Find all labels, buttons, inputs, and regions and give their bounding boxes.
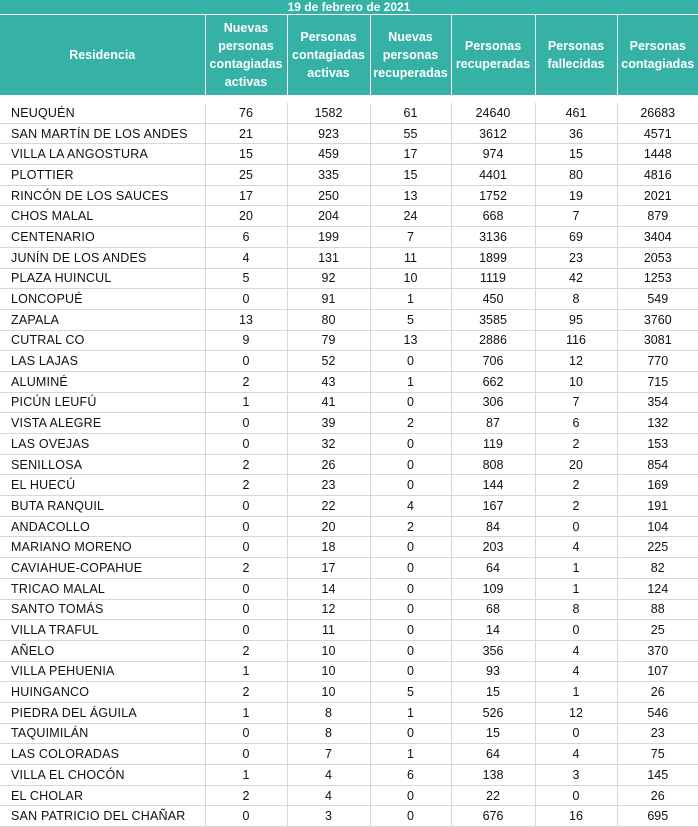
cell-nuevas-activas: 20 <box>205 206 287 227</box>
cell-contagiadas: 2053 <box>617 247 698 268</box>
cell-fallecidas: 2 <box>535 496 617 517</box>
cell-activas: 39 <box>287 413 370 434</box>
cell-contagiadas: 75 <box>617 744 698 765</box>
cell-residencia: NEUQUÉN <box>0 103 205 123</box>
cell-nuevas-recuperadas: 0 <box>370 392 451 413</box>
cell-residencia: HUINGANCO <box>0 682 205 703</box>
cell-nuevas-activas: 9 <box>205 330 287 351</box>
cell-contagiadas: 82 <box>617 558 698 579</box>
cell-recuperadas: 1119 <box>451 268 535 289</box>
cell-nuevas-recuperadas: 7 <box>370 227 451 248</box>
cell-contagiadas: 3081 <box>617 330 698 351</box>
table-row <box>0 640 698 661</box>
cell-recuperadas: 356 <box>451 640 535 661</box>
cell-nuevas-activas: 0 <box>205 537 287 558</box>
cell-fallecidas: 0 <box>535 785 617 806</box>
table-row <box>0 309 698 330</box>
cell-nuevas-recuperadas: 2 <box>370 413 451 434</box>
cell-contagiadas: 3404 <box>617 227 698 248</box>
cell-contagiadas: 4816 <box>617 165 698 186</box>
cell-residencia: RINCÓN DE LOS SAUCES <box>0 185 205 206</box>
cell-residencia: VILLA LA ANGOSTURA <box>0 144 205 165</box>
cell-activas: 11 <box>287 620 370 641</box>
cell-contagiadas: 770 <box>617 351 698 372</box>
cell-nuevas-recuperadas: 1 <box>370 371 451 392</box>
table-row <box>0 144 698 165</box>
cell-nuevas-recuperadas: 0 <box>370 434 451 455</box>
cell-activas: 8 <box>287 723 370 744</box>
report-date: 19 de febrero de 2021 <box>0 0 698 15</box>
cell-activas: 10 <box>287 640 370 661</box>
cell-recuperadas: 84 <box>451 516 535 537</box>
cell-nuevas-activas: 17 <box>205 185 287 206</box>
cell-fallecidas: 15 <box>535 144 617 165</box>
table-row <box>0 227 698 248</box>
cell-fallecidas: 16 <box>535 806 617 827</box>
table-row <box>0 392 698 413</box>
cell-fallecidas: 0 <box>535 516 617 537</box>
cell-recuperadas: 4401 <box>451 165 535 186</box>
cell-nuevas-recuperadas: 4 <box>370 496 451 517</box>
table-row <box>0 103 698 123</box>
cell-activas: 335 <box>287 165 370 186</box>
table-row <box>0 806 698 827</box>
cell-recuperadas: 450 <box>451 289 535 310</box>
cell-contagiadas: 23 <box>617 723 698 744</box>
cell-contagiadas: 546 <box>617 702 698 723</box>
cell-residencia: TAQUIMILÁN <box>0 723 205 744</box>
cell-residencia: VISTA ALEGRE <box>0 413 205 434</box>
cell-activas: 22 <box>287 496 370 517</box>
cell-residencia: SENILLOSA <box>0 454 205 475</box>
cell-nuevas-recuperadas: 5 <box>370 309 451 330</box>
cell-fallecidas: 4 <box>535 537 617 558</box>
cell-fallecidas: 1 <box>535 558 617 579</box>
table-row <box>0 723 698 744</box>
cell-recuperadas: 3612 <box>451 123 535 144</box>
cell-nuevas-recuperadas: 1 <box>370 702 451 723</box>
cell-recuperadas: 974 <box>451 144 535 165</box>
cell-activas: 10 <box>287 682 370 703</box>
table-row <box>0 247 698 268</box>
cell-activas: 52 <box>287 351 370 372</box>
cell-residencia: SAN MARTÍN DE LOS ANDES <box>0 123 205 144</box>
cell-fallecidas: 116 <box>535 330 617 351</box>
cell-activas: 80 <box>287 309 370 330</box>
cell-residencia: LONCOPUÉ <box>0 289 205 310</box>
table-row <box>0 185 698 206</box>
cell-nuevas-activas: 76 <box>205 103 287 123</box>
cell-nuevas-recuperadas: 1 <box>370 289 451 310</box>
cell-residencia: EL HUECÚ <box>0 475 205 496</box>
table-row <box>0 206 698 227</box>
cell-nuevas-recuperadas: 0 <box>370 620 451 641</box>
cell-nuevas-recuperadas: 10 <box>370 268 451 289</box>
cell-fallecidas: 69 <box>535 227 617 248</box>
cell-nuevas-activas: 0 <box>205 413 287 434</box>
cell-recuperadas: 306 <box>451 392 535 413</box>
table-row <box>0 765 698 786</box>
cell-nuevas-activas: 0 <box>205 351 287 372</box>
table-row <box>0 330 698 351</box>
cell-contagiadas: 26 <box>617 785 698 806</box>
cell-recuperadas: 3585 <box>451 309 535 330</box>
cell-nuevas-activas: 2 <box>205 454 287 475</box>
cell-residencia: TRICAO MALAL <box>0 578 205 599</box>
cell-fallecidas: 95 <box>535 309 617 330</box>
cell-nuevas-activas: 2 <box>205 785 287 806</box>
cell-residencia: PLAZA HUINCUL <box>0 268 205 289</box>
cases-table <box>0 15 698 827</box>
cell-nuevas-activas: 1 <box>205 765 287 786</box>
cell-contagiadas: 107 <box>617 661 698 682</box>
cell-contagiadas: 26683 <box>617 103 698 123</box>
cell-nuevas-activas: 2 <box>205 475 287 496</box>
cell-nuevas-recuperadas: 15 <box>370 165 451 186</box>
cell-residencia: ALUMINÉ <box>0 371 205 392</box>
cell-contagiadas: 26 <box>617 682 698 703</box>
table-row <box>0 578 698 599</box>
cell-nuevas-activas: 1 <box>205 702 287 723</box>
cell-activas: 92 <box>287 268 370 289</box>
cell-nuevas-recuperadas: 55 <box>370 123 451 144</box>
cell-contagiadas: 854 <box>617 454 698 475</box>
cell-recuperadas: 2886 <box>451 330 535 351</box>
cell-residencia: LAS LAJAS <box>0 351 205 372</box>
cell-recuperadas: 668 <box>451 206 535 227</box>
table-row <box>0 434 698 455</box>
cell-activas: 41 <box>287 392 370 413</box>
cell-nuevas-activas: 21 <box>205 123 287 144</box>
cell-contagiadas: 354 <box>617 392 698 413</box>
cell-contagiadas: 879 <box>617 206 698 227</box>
cell-activas: 250 <box>287 185 370 206</box>
cell-activas: 459 <box>287 144 370 165</box>
cell-nuevas-activas: 2 <box>205 640 287 661</box>
cell-recuperadas: 87 <box>451 413 535 434</box>
cell-fallecidas: 42 <box>535 268 617 289</box>
cell-fallecidas: 4 <box>535 661 617 682</box>
cell-recuperadas: 1752 <box>451 185 535 206</box>
table-row <box>0 620 698 641</box>
cell-residencia: CAVIAHUE-COPAHUE <box>0 558 205 579</box>
cell-nuevas-recuperadas: 0 <box>370 454 451 475</box>
cell-fallecidas: 12 <box>535 351 617 372</box>
table-row <box>0 558 698 579</box>
cell-nuevas-recuperadas: 13 <box>370 330 451 351</box>
cell-fallecidas: 0 <box>535 620 617 641</box>
cell-fallecidas: 80 <box>535 165 617 186</box>
cell-nuevas-recuperadas: 6 <box>370 765 451 786</box>
cell-nuevas-recuperadas: 0 <box>370 351 451 372</box>
cell-nuevas-recuperadas: 1 <box>370 744 451 765</box>
cell-activas: 26 <box>287 454 370 475</box>
cell-activas: 8 <box>287 702 370 723</box>
cell-nuevas-activas: 0 <box>205 434 287 455</box>
cell-nuevas-recuperadas: 2 <box>370 516 451 537</box>
cell-nuevas-recuperadas: 0 <box>370 475 451 496</box>
table-row <box>0 475 698 496</box>
cell-nuevas-recuperadas: 13 <box>370 185 451 206</box>
cell-fallecidas: 0 <box>535 723 617 744</box>
cell-residencia: CUTRAL CO <box>0 330 205 351</box>
cell-nuevas-recuperadas: 0 <box>370 785 451 806</box>
cell-residencia: AÑELO <box>0 640 205 661</box>
cell-nuevas-activas: 2 <box>205 558 287 579</box>
cell-recuperadas: 3136 <box>451 227 535 248</box>
cell-recuperadas: 119 <box>451 434 535 455</box>
cell-nuevas-activas: 0 <box>205 496 287 517</box>
cell-nuevas-activas: 1 <box>205 392 287 413</box>
cell-activas: 32 <box>287 434 370 455</box>
cell-nuevas-activas: 13 <box>205 309 287 330</box>
table-row <box>0 123 698 144</box>
table-row <box>0 702 698 723</box>
cell-nuevas-recuperadas: 0 <box>370 806 451 827</box>
cell-activas: 12 <box>287 599 370 620</box>
cell-contagiadas: 191 <box>617 496 698 517</box>
table-row <box>0 785 698 806</box>
table-row <box>0 268 698 289</box>
cell-contagiadas: 1253 <box>617 268 698 289</box>
cell-nuevas-activas: 4 <box>205 247 287 268</box>
table-row <box>0 289 698 310</box>
cell-nuevas-activas: 1 <box>205 661 287 682</box>
table-row <box>0 516 698 537</box>
cell-recuperadas: 15 <box>451 723 535 744</box>
cell-recuperadas: 144 <box>451 475 535 496</box>
cell-residencia: JUNÍN DE LOS ANDES <box>0 247 205 268</box>
table-row <box>0 371 698 392</box>
cell-nuevas-recuperadas: 0 <box>370 578 451 599</box>
cell-recuperadas: 808 <box>451 454 535 475</box>
cell-nuevas-activas: 0 <box>205 723 287 744</box>
header-fallecidas: Personas fallecidas <box>535 15 617 95</box>
cell-residencia: ANDACOLLO <box>0 516 205 537</box>
cell-activas: 131 <box>287 247 370 268</box>
cell-nuevas-recuperadas: 24 <box>370 206 451 227</box>
cell-contagiadas: 715 <box>617 371 698 392</box>
cell-contagiadas: 124 <box>617 578 698 599</box>
cell-nuevas-activas: 0 <box>205 289 287 310</box>
cell-fallecidas: 6 <box>535 413 617 434</box>
cell-recuperadas: 526 <box>451 702 535 723</box>
cell-fallecidas: 8 <box>535 599 617 620</box>
header-nuevas-contagiadas-activas: Nuevas personas contagiadas activas <box>205 15 287 95</box>
header-recuperadas: Personas recuperadas <box>451 15 535 95</box>
cell-residencia: PICÚN LEUFÚ <box>0 392 205 413</box>
cell-contagiadas: 370 <box>617 640 698 661</box>
header-contagiadas: Personas contagiadas <box>617 15 698 95</box>
cell-fallecidas: 1 <box>535 578 617 599</box>
cell-fallecidas: 7 <box>535 392 617 413</box>
cell-recuperadas: 662 <box>451 371 535 392</box>
cell-recuperadas: 706 <box>451 351 535 372</box>
table-row <box>0 744 698 765</box>
cell-nuevas-activas: 0 <box>205 578 287 599</box>
cell-activas: 23 <box>287 475 370 496</box>
cell-residencia: MARIANO MORENO <box>0 537 205 558</box>
table-row <box>0 599 698 620</box>
cell-fallecidas: 12 <box>535 702 617 723</box>
cell-contagiadas: 695 <box>617 806 698 827</box>
cell-residencia: VILLA TRAFUL <box>0 620 205 641</box>
cell-nuevas-recuperadas: 17 <box>370 144 451 165</box>
cell-contagiadas: 104 <box>617 516 698 537</box>
cell-nuevas-activas: 15 <box>205 144 287 165</box>
cell-contagiadas: 1448 <box>617 144 698 165</box>
cell-residencia: PLOTTIER <box>0 165 205 186</box>
cell-nuevas-activas: 25 <box>205 165 287 186</box>
cell-recuperadas: 64 <box>451 558 535 579</box>
cell-fallecidas: 7 <box>535 206 617 227</box>
cell-nuevas-recuperadas: 0 <box>370 558 451 579</box>
cell-activas: 1582 <box>287 103 370 123</box>
cell-nuevas-recuperadas: 0 <box>370 723 451 744</box>
cell-recuperadas: 15 <box>451 682 535 703</box>
cell-recuperadas: 24640 <box>451 103 535 123</box>
cell-nuevas-recuperadas: 0 <box>370 640 451 661</box>
cell-recuperadas: 138 <box>451 765 535 786</box>
cell-activas: 7 <box>287 744 370 765</box>
cell-recuperadas: 1899 <box>451 247 535 268</box>
cell-fallecidas: 20 <box>535 454 617 475</box>
header-residencia: Residencia <box>0 15 205 95</box>
cell-nuevas-recuperadas: 61 <box>370 103 451 123</box>
cell-activas: 204 <box>287 206 370 227</box>
cell-fallecidas: 36 <box>535 123 617 144</box>
cell-recuperadas: 68 <box>451 599 535 620</box>
table-row <box>0 351 698 372</box>
cell-residencia: ZAPALA <box>0 309 205 330</box>
cell-contagiadas: 3760 <box>617 309 698 330</box>
cell-nuevas-activas: 6 <box>205 227 287 248</box>
table-row <box>0 537 698 558</box>
cell-residencia: CENTENARIO <box>0 227 205 248</box>
cell-fallecidas: 2 <box>535 475 617 496</box>
cell-fallecidas: 8 <box>535 289 617 310</box>
cell-residencia: VILLA PEHUENIA <box>0 661 205 682</box>
cell-residencia: BUTA RANQUIL <box>0 496 205 517</box>
cell-activas: 923 <box>287 123 370 144</box>
header-spacer <box>0 95 698 103</box>
cell-fallecidas: 461 <box>535 103 617 123</box>
cell-contagiadas: 225 <box>617 537 698 558</box>
cell-contagiadas: 549 <box>617 289 698 310</box>
table-header <box>0 15 698 95</box>
cell-residencia: SANTO TOMÁS <box>0 599 205 620</box>
header-contagiadas-activas: Personas contagiadas activas <box>287 15 370 95</box>
cell-nuevas-activas: 0 <box>205 744 287 765</box>
cell-contagiadas: 153 <box>617 434 698 455</box>
cell-fallecidas: 3 <box>535 765 617 786</box>
cell-residencia: VILLA EL CHOCÓN <box>0 765 205 786</box>
cell-fallecidas: 23 <box>535 247 617 268</box>
cell-contagiadas: 145 <box>617 765 698 786</box>
cell-nuevas-activas: 0 <box>205 620 287 641</box>
cell-contagiadas: 2021 <box>617 185 698 206</box>
cell-activas: 17 <box>287 558 370 579</box>
cell-activas: 3 <box>287 806 370 827</box>
cell-contagiadas: 88 <box>617 599 698 620</box>
cell-fallecidas: 10 <box>535 371 617 392</box>
cell-recuperadas: 676 <box>451 806 535 827</box>
cell-recuperadas: 167 <box>451 496 535 517</box>
cell-nuevas-activas: 0 <box>205 516 287 537</box>
table-row <box>0 682 698 703</box>
cell-recuperadas: 93 <box>451 661 535 682</box>
cell-recuperadas: 22 <box>451 785 535 806</box>
cell-activas: 4 <box>287 765 370 786</box>
cell-residencia: PIEDRA DEL ÁGUILA <box>0 702 205 723</box>
cell-activas: 4 <box>287 785 370 806</box>
cell-residencia: EL CHOLAR <box>0 785 205 806</box>
cell-contagiadas: 25 <box>617 620 698 641</box>
cell-residencia: CHOS MALAL <box>0 206 205 227</box>
table-row <box>0 165 698 186</box>
cell-recuperadas: 64 <box>451 744 535 765</box>
cell-fallecidas: 1 <box>535 682 617 703</box>
cell-residencia: SAN PATRICIO DEL CHAÑAR <box>0 806 205 827</box>
table-row <box>0 496 698 517</box>
cell-fallecidas: 4 <box>535 744 617 765</box>
table-body <box>0 95 698 827</box>
cell-activas: 79 <box>287 330 370 351</box>
cell-residencia: LAS OVEJAS <box>0 434 205 455</box>
cell-fallecidas: 19 <box>535 185 617 206</box>
table-row <box>0 413 698 434</box>
cell-nuevas-recuperadas: 0 <box>370 599 451 620</box>
cell-nuevas-activas: 0 <box>205 806 287 827</box>
cell-activas: 10 <box>287 661 370 682</box>
cell-nuevas-activas: 2 <box>205 371 287 392</box>
cell-fallecidas: 4 <box>535 640 617 661</box>
table-row <box>0 454 698 475</box>
header-nuevas-recuperadas: Nuevas personas recuperadas <box>370 15 451 95</box>
cell-nuevas-activas: 0 <box>205 599 287 620</box>
cell-activas: 14 <box>287 578 370 599</box>
cell-activas: 91 <box>287 289 370 310</box>
cell-activas: 43 <box>287 371 370 392</box>
header-row <box>0 15 698 95</box>
cell-activas: 20 <box>287 516 370 537</box>
cell-recuperadas: 14 <box>451 620 535 641</box>
table-row <box>0 661 698 682</box>
cell-nuevas-recuperadas: 11 <box>370 247 451 268</box>
cell-nuevas-activas: 2 <box>205 682 287 703</box>
cell-activas: 199 <box>287 227 370 248</box>
cell-nuevas-recuperadas: 5 <box>370 682 451 703</box>
cell-contagiadas: 4571 <box>617 123 698 144</box>
cell-nuevas-recuperadas: 0 <box>370 537 451 558</box>
cell-nuevas-recuperadas: 0 <box>370 661 451 682</box>
cell-recuperadas: 203 <box>451 537 535 558</box>
cell-contagiadas: 132 <box>617 413 698 434</box>
cell-contagiadas: 169 <box>617 475 698 496</box>
cell-activas: 18 <box>287 537 370 558</box>
cell-residencia: LAS COLORADAS <box>0 744 205 765</box>
cell-recuperadas: 109 <box>451 578 535 599</box>
cell-nuevas-activas: 5 <box>205 268 287 289</box>
cell-fallecidas: 2 <box>535 434 617 455</box>
